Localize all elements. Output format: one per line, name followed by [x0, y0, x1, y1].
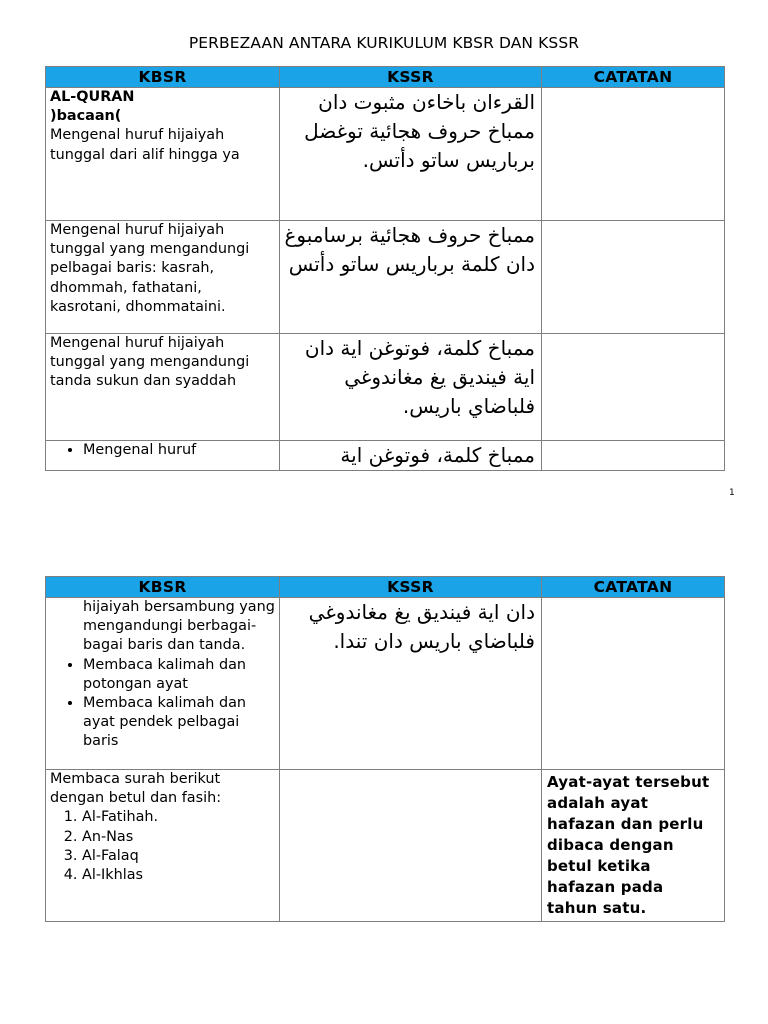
header-kbsr: KBSR [46, 67, 280, 88]
document-title: PERBEZAAN ANTARA KURIKULUM KBSR DAN KSSR [188, 34, 580, 52]
comparison-table-page1 [45, 66, 725, 471]
kssr-cell: القرءان باخاءن مثبوت دان ممباخ حروف هجائية توغضل برباريس ساتو دأتس. [280, 88, 542, 221]
surah-list [50, 808, 275, 885]
list-item: • Membaca kalimah dan ayat pendek pelbagai baris [83, 694, 275, 752]
bullet-list [50, 656, 275, 752]
table-header-row [46, 577, 725, 598]
header-kbsr: KBSR [46, 577, 280, 598]
catatan-cell [542, 441, 725, 471]
kbsr-cell [46, 88, 280, 221]
kbsr-cell [46, 598, 280, 770]
table-row [46, 441, 725, 471]
list-item: 3. Al-Falaq [82, 847, 275, 866]
table-row [46, 770, 725, 922]
kbsr-cell: Mengenal huruf hijaiyah tunggal yang mengandungi tanda sukun dan syaddah [46, 334, 280, 441]
list-item: 4. Al-Ikhlas [82, 866, 275, 885]
comparison-table-page2 [45, 576, 725, 922]
list-item: 2. An-Nas [82, 828, 275, 847]
kbsr-heading-alquran: AL-QURAN [50, 89, 135, 105]
list-item: hijaiyah bersambung yang mengandungi berbagai-bagai baris dan tanda. [83, 599, 275, 654]
header-catatan: CATATAN [542, 577, 725, 598]
table-row [46, 88, 725, 221]
catatan-cell [542, 88, 725, 221]
catatan-cell [542, 334, 725, 441]
header-kssr: KSSR [280, 577, 542, 598]
list-item: • Membaca kalimah dan potongan ayat [83, 656, 275, 694]
kbsr-cell: Mengenal huruf hijaiyah tunggal yang mengandungi pelbagai baris: kasrah, dhommah, fathatani, kasrotani, dhommataini. [46, 221, 280, 334]
kssr-cell: ممباخ حروف هجائية برسامبوغ دان كلمة برباريس ساتو دأتس [280, 221, 542, 334]
kssr-cell: دان اية فينديق يغ مغاندوغي فلباضاي باريس دان تندا. [280, 598, 542, 770]
list-item: • Mengenal huruf [83, 441, 275, 460]
list-item: 1. Al-Fatihah. [82, 808, 275, 827]
kssr-cell: ممباخ كلمة، فوتوغن اية [280, 441, 542, 471]
catatan-cell [542, 221, 725, 334]
table-header-row [46, 67, 725, 88]
kbsr-cell [46, 441, 280, 471]
table-row [46, 334, 725, 441]
kbsr-heading-bacaan: )bacaan( [50, 108, 122, 125]
header-catatan: CATATAN [542, 67, 725, 88]
kbsr-intro: Membaca surah berikut dengan betul dan fasih: [50, 771, 222, 807]
header-kssr: KSSR [280, 67, 542, 88]
table-row [46, 598, 725, 770]
kssr-cell [280, 770, 542, 922]
kbsr-text: Mengenal huruf hijaiyah tunggal dari alif hingga ya [50, 127, 240, 163]
kbsr-cell [46, 770, 280, 922]
bullet-list [50, 441, 275, 460]
kssr-cell: ممباخ كلمة، فوتوغن اية دان اية فينديق يغ مغاندوغي فلباضاي باريس. [280, 334, 542, 441]
continued-text [50, 598, 275, 656]
table-row [46, 221, 725, 334]
page-number: 1 [729, 488, 735, 498]
catatan-cell: Ayat-ayat tersebut adalah ayat hafazan dan perlu dibaca dengan betul ketika hafazan pada tahun satu. [542, 770, 725, 922]
catatan-cell [542, 598, 725, 770]
